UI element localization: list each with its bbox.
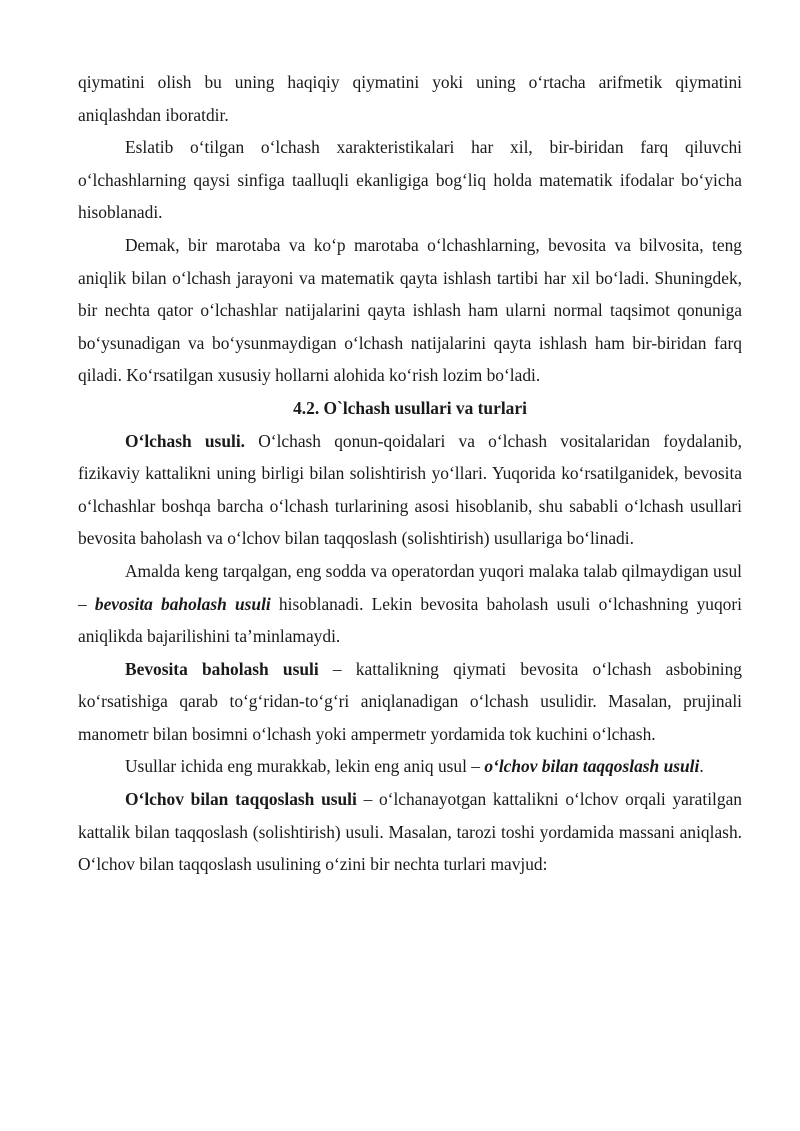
term-comparison-method: O‘lchov bilan taqqoslash usuli xyxy=(125,789,357,810)
term-measurement-method: O‘lchash usuli. xyxy=(125,430,246,451)
definition-comparison-method: – o‘lchanayotgan kattalikni o‘lchov orqali yaratilgan kattalik bilan taqqoslash (solishtirish) usuli. Masalan, tarozi toshi yordamida massani aniqlash. O‘lchov bilan taqqoslash usulining o‘zini bir nechta turlari mavjud: xyxy=(78,789,742,875)
text-after: . xyxy=(699,756,704,777)
definition-direct-evaluation: – kattalikning qiymati bevosita o‘lchash asbobining ko‘rsatishiga qarab to‘g‘ridan-to‘g‘ri aniqlanadigan o‘lchash usulidir. Masalan, prujinali manometr bilan bosimni o‘lchash yoki ampermetr yordamida tok kuchini o‘lchash. xyxy=(78,658,742,744)
section-heading: 4.2. O`lchash usullari va turlari xyxy=(293,397,527,418)
definition-measurement-method: O‘lchash qonun-qoidalari va o‘lchash vositalaridan foydalanib, fizikaviy kattalikni uning birligi bilan solishtirish yo‘llari. Yuqorida ko‘rsatilganidek, bevosita o‘lchashlar boshqa barcha o‘lchash turlarining asosi hisoblanib, shu sababli o‘lchash usullari bevosita baholash va o‘lchov bilan taqqoslash (solishtirish) usullariga bo‘linadi. xyxy=(78,430,742,549)
paragraph-direct-evaluation-intro xyxy=(78,555,742,653)
term-direct-evaluation-emphasis: bevosita baholash usuli xyxy=(94,593,271,614)
text-before: Usullar ichida eng murakkab, lekin eng aniq usul – xyxy=(125,756,485,777)
document-page xyxy=(78,66,742,881)
paragraph-continuation: qiymatini olish bu uning haqiqiy qiymatini yoki uning o‘rtacha arifmetik qiymatini aniqlashdan iboratdir. xyxy=(78,72,742,125)
term-direct-evaluation: Bevosita baholash usuli xyxy=(125,658,319,679)
paragraph-comparison-intro xyxy=(78,750,742,783)
paragraph-direct-evaluation-definition xyxy=(78,653,742,751)
paragraph-comparison-definition xyxy=(78,783,742,881)
text-after: hisoblanadi. Lekin bevosita baholash usuli o‘lchashning yuqori aniqlikda bajarilishini ta’minlamaydi. xyxy=(78,593,742,647)
paragraph-processing: Demak, bir marotaba va ko‘p marotaba o‘lchashlarning, bevosita va bilvosita, teng aniqlik bilan o‘lchash jarayoni va matematik qayta ishlash tartibi har xil bo‘ladi. Shuningdek, bir nechta qator o‘lchashlar natijalarini qayta ishlash ham ularni normal taqsimot qonuniga bo‘ysunadigan va bo‘ysunmaydigan o‘lchash natijalarini qayta ishlash ham bir-biridan farq qiladi. Ko‘rsatilgan xususiy hollarni alohida ko‘rish lozim bo‘ladi. xyxy=(78,234,742,386)
paragraph-measurement-method xyxy=(78,425,742,555)
paragraph-characteristics: Eslatib o‘tilgan o‘lchash xarakteristikalari har xil, bir-biridan farq qiluvchi o‘lchashlarning qaysi sinfiga taalluqli ekanligiga bog‘liq holda matematik ifodalar bo‘yicha hisoblanadi. xyxy=(78,137,742,223)
term-comparison-emphasis: o‘lchov bilan taqqoslash usuli xyxy=(484,756,700,777)
text-before: Amalda keng tarqalgan, eng sodda va operatordan yuqori malaka talab qilmaydigan usul – xyxy=(78,560,742,614)
